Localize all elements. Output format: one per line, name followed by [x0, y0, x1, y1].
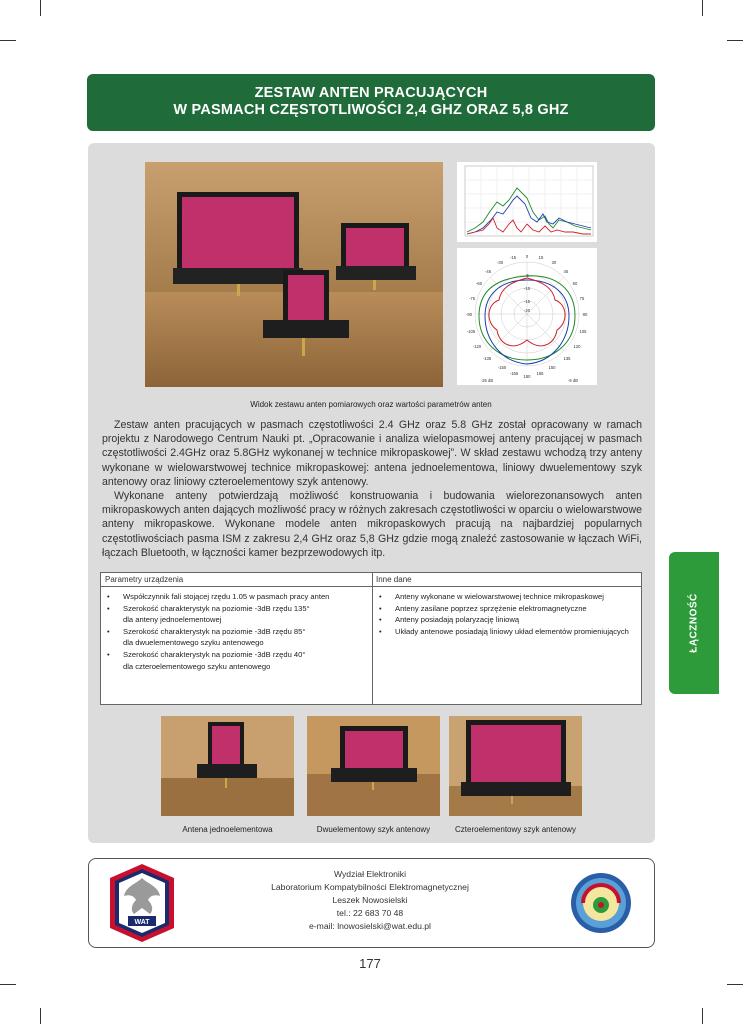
polar-label: 30 [551, 260, 557, 265]
radiation-pattern-plot [457, 248, 597, 385]
list-item: • Anteny wykonane w wielowarstwowej technice mikropaskowej [373, 591, 641, 603]
polar-label: 60 [572, 281, 578, 286]
phone: tel.: 22 683 70 48 [336, 908, 404, 918]
list-item: • Układy antenowe posiadają liniowy układ elementów promieniujących [373, 626, 641, 638]
crop-mark [0, 984, 16, 985]
polar-label: 15 [538, 255, 544, 260]
list-item: • Anteny zasilane poprzez sprzężenie elektromagnetyczne [373, 603, 641, 615]
wat-logo [106, 862, 178, 944]
title-line-1: ZESTAW ANTEN PRACUJĄCYCH [254, 85, 488, 101]
wat-logo-text: WAT [134, 919, 150, 926]
page-title [87, 74, 655, 131]
polar-label: 165 [536, 371, 544, 376]
crop-mark [0, 40, 16, 41]
thumbnail-caption: Czteroelementowy szyk antenowy [455, 825, 576, 834]
list-item-text: dla dwuelementowego szyku antenowego [123, 638, 264, 648]
polar-label: -15 [509, 255, 517, 260]
two-element-array-photo [307, 716, 440, 816]
list-item: • Anteny posiadają polaryzację liniową [373, 614, 641, 626]
list-item-text: dla czteroelementowego szyku antenowego [123, 661, 271, 671]
polar-label: -30 [496, 260, 504, 265]
polar-label: -90 [465, 312, 473, 317]
polar-label-0: 0 [525, 254, 529, 259]
list-item-text: dla anteny jednoelementowej [123, 615, 222, 625]
polar-label: 90 [582, 312, 588, 317]
polar-label: -45 [484, 269, 492, 274]
polar-scale-min: -25 dB [480, 378, 494, 383]
crop-mark [40, 1008, 41, 1024]
list-item-text: Współczynnik fali stojącej rzędu 1.05 w pasmach pracy anten [123, 592, 330, 601]
list-item-text: Szerokość charakterystyk na poziomie -3dB rzędu 85° [123, 626, 306, 636]
polar-label: 45 [563, 269, 569, 274]
list-item-text: Szerokość charakterystyk na poziomie -3dB rzędu 40° [123, 649, 306, 659]
contact-info [200, 868, 540, 933]
crop-mark [727, 40, 743, 41]
thumbnail-caption: Dwuelementowy szyk antenowy [316, 825, 431, 834]
crop-mark [702, 1008, 703, 1024]
polar-ring-label: -20 [523, 308, 531, 313]
four-element-array-photo [449, 716, 582, 816]
polar-label: -150 [497, 365, 507, 370]
figure-caption: Widok zestawu anten pomiarowych oraz wartości parametrów anten [250, 400, 492, 409]
list-item [101, 649, 371, 672]
polar-label: 120 [573, 344, 581, 349]
body-text [102, 418, 642, 560]
parameters-list [101, 591, 371, 672]
vswr-plot [457, 162, 597, 242]
polar-label: -105 [466, 329, 476, 334]
section-tab-label: ŁĄCZNOŚĆ [688, 593, 700, 653]
crop-mark [702, 0, 703, 16]
contact-person: Leszek Nowosielski [332, 895, 408, 905]
polar-label: 150 [548, 365, 556, 370]
polar-scale-max: -5 dB [567, 378, 579, 383]
list-item [101, 626, 371, 649]
parameters-table [100, 572, 642, 705]
title-line-2: W PASMACH CZĘSTOTLIWOŚCI 2,4 GHZ ORAZ 5,8 GHZ [173, 102, 569, 118]
section-tab [669, 552, 719, 694]
paragraph: Zestaw anten pracujących w pasmach częstotliwości 2.4 GHz oraz 5.8 GHz został opracowany w ramach projektu z Narodowego Centrum Nauki pt. „Opracowanie i analiza wielopasmowej anteny pracującej w pasmach częstotliwości 2.4GHz oraz 5.8GHz wykonanej w technice mikropaskowej”. W skład zestawu wchodzą trzy anteny wykonane w wielowarstwowej technice mikropaskowej: antena jednoelementowa, liniowy dwuelementowy szyk antenowy oraz liniowy czteroelementowy szyk antenowy. [102, 419, 642, 488]
thumbnail-caption: Antena jednoelementowa [182, 825, 273, 834]
crop-mark [40, 0, 41, 16]
polar-label: -135 [482, 356, 492, 361]
polar-label: -75 [468, 296, 476, 301]
list-item-text: Szerokość charakterystyk na poziomie -3dB rzędu 135° [123, 603, 310, 613]
antenna-set-photo [145, 162, 443, 387]
crop-mark [727, 984, 743, 985]
table-header-parameters: Parametry urządzenia [105, 575, 184, 584]
polar-label: 75 [579, 296, 585, 301]
table-header-other: Inne dane [376, 575, 412, 584]
single-element-antenna-photo [161, 716, 294, 816]
list-item [101, 591, 371, 603]
polar-label: -120 [472, 344, 482, 349]
polar-label: 135 [563, 356, 571, 361]
polar-ring-label: -15 [523, 299, 531, 304]
table-divider [101, 586, 641, 587]
list-item [101, 603, 371, 626]
other-data-list [373, 591, 641, 637]
paragraph: Wykonane anteny potwierdzają możliwość konstruowania i budowania wielorezonansowych anten mikropaskowych anten dających możliwość pracy w różnych zakresach częstotliwości w oparciu o wielowarstwowe anteny mikropaskowe. Wykonane modele anten mikropaskowych pracują na najbardziej popularnych częstotliwościach pasma ISM z zakresu 2,4 GHz oraz 5,8 GHz gdzie mogą znaleźć zastosowanie w łączach WiFi, łączach Bluetooth, w łączności kamer bezprzewodowych itp. [102, 490, 642, 559]
polar-label: 105 [579, 329, 587, 334]
polar-label-180: 180 [523, 374, 531, 379]
page-number: 177 [359, 956, 381, 971]
email: e-mail: lnowosielski@wat.edu.pl [309, 921, 431, 931]
polar-ring-label: -5 [525, 273, 529, 278]
polar-label: -165 [509, 371, 519, 376]
lab-name: Laboratorium Kompatybilności Elektromagnetycznej [271, 882, 469, 892]
polar-label: -60 [475, 281, 483, 286]
faculty-name: Wydział Elektroniki [333, 869, 407, 879]
lab-logo [570, 872, 632, 934]
polar-ring-label: -10 [523, 286, 531, 291]
